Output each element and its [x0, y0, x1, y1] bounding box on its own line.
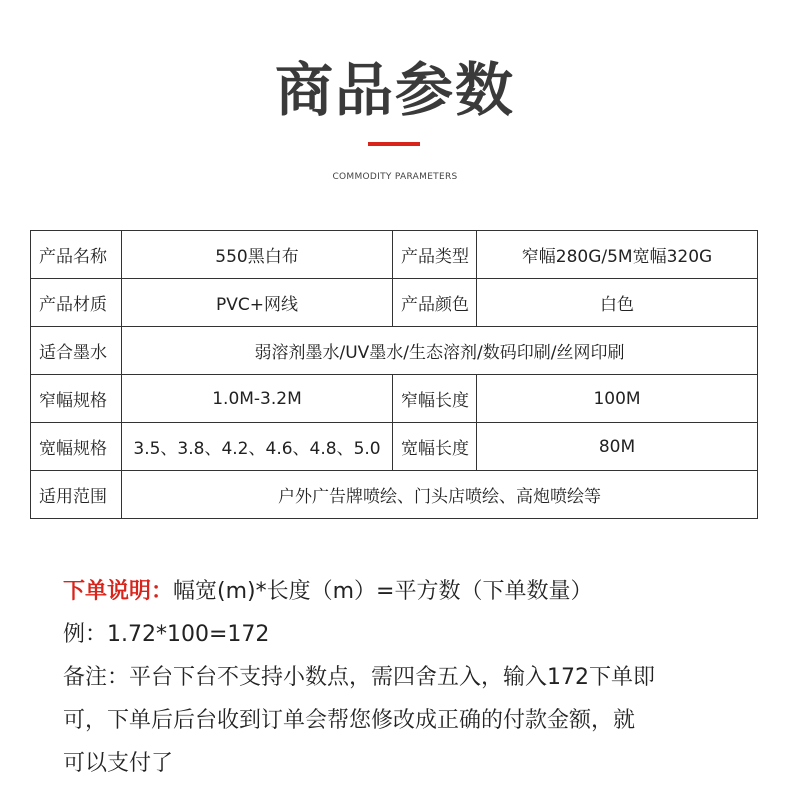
param-value: 1.0M-3.2M — [122, 375, 393, 423]
param-label: 窄幅长度 — [393, 375, 477, 423]
param-label: 窄幅规格 — [31, 375, 122, 423]
table-row — [31, 327, 758, 375]
page-subtitle: COMMODITY PARAMETERS — [332, 172, 458, 182]
param-label: 适合墨水 — [31, 327, 122, 375]
param-value: 弱溶剂墨水/UV墨水/生态溶剂/数码印刷/丝网印刷 — [122, 327, 758, 375]
order-example: 例：1.72*100=172 — [63, 622, 270, 647]
order-instruction-label: 下单说明： — [63, 579, 174, 604]
remark-line: 可以支付了 — [63, 751, 174, 776]
table-row — [31, 423, 758, 471]
param-value: 100M — [477, 375, 758, 423]
param-value: 80M — [477, 423, 758, 471]
param-label: 适用范围 — [31, 471, 122, 519]
title-underline — [368, 142, 420, 146]
param-value: 3.5、3.8、4.2、4.6、4.8、5.0 — [122, 423, 393, 471]
order-instruction — [63, 570, 763, 613]
remark-line: 备注：平台下台不支持小数点，需四舍五入，输入172下单即 — [63, 665, 655, 690]
param-value: 白色 — [477, 279, 758, 327]
param-label: 产品类型 — [393, 231, 477, 279]
param-value: 户外广告牌喷绘、门头店喷绘、高炮喷绘等 — [122, 471, 758, 519]
order-instruction-text: 幅宽(m)*长度（m）=平方数（下单数量） — [173, 579, 593, 604]
param-label: 产品颜色 — [393, 279, 477, 327]
param-label: 产品材质 — [31, 279, 122, 327]
table-row — [31, 279, 758, 327]
page-title: 商品参数 — [274, 56, 515, 124]
param-label: 产品名称 — [31, 231, 122, 279]
param-label: 宽幅长度 — [393, 423, 477, 471]
remark-line: 可，下单后后台收到订单会帮您修改成正确的付款金额，就 — [63, 708, 636, 733]
table-row — [31, 375, 758, 423]
param-value: PVC+网线 — [122, 279, 393, 327]
parameters-table — [30, 230, 758, 519]
param-value: 550黑白布 — [122, 231, 393, 279]
param-value: 窄幅280G/5M宽幅320G — [477, 231, 758, 279]
table-row — [31, 231, 758, 279]
table-row — [31, 471, 758, 519]
order-notes — [63, 570, 763, 785]
param-label: 宽幅规格 — [31, 423, 122, 471]
